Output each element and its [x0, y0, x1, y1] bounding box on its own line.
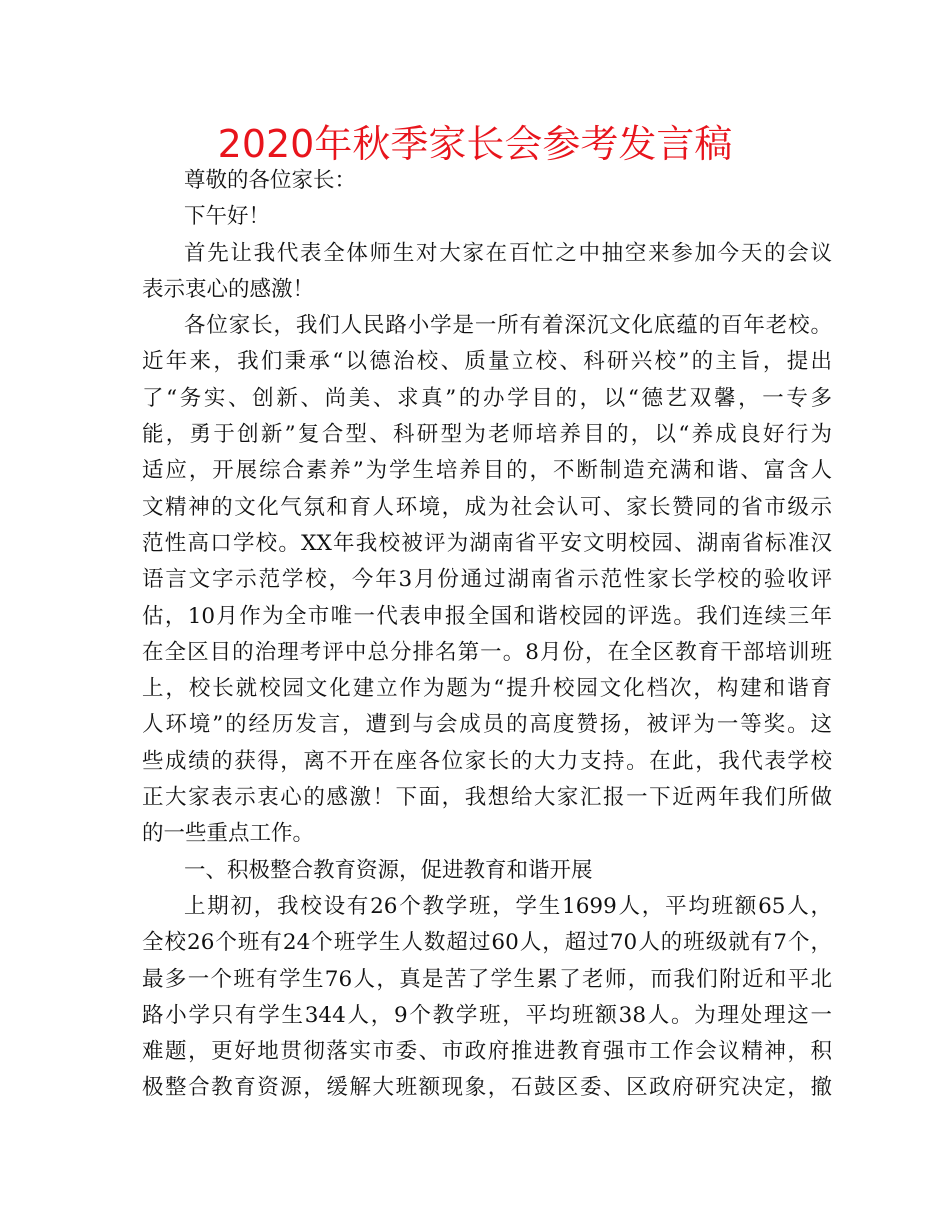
paragraph-line: 文精神的文化气氛和育人环境，成为社会认可、家长赞同的省市级示 [142, 494, 832, 520]
paragraph-line: 的一些重点工作。 [142, 821, 315, 847]
paragraph-line: 极整合教育资源，缓解大班额现象，石鼓区委、区政府研究决定，撤 [142, 1075, 832, 1101]
paragraph-line: 最多一个班有学生76人，真是苦了学生累了老师，而我们附近和平北 [142, 966, 832, 992]
paragraph-line: 估，10月作为全市唯一代表申报全国和谐校园的评选。我们连续三年 [142, 603, 832, 629]
paragraph-line: 人环境”的经历发言，遭到与会成员的高度赞扬，被评为一等奖。这 [142, 712, 832, 738]
salutation-line: 尊敬的各位家长： [184, 168, 357, 193]
paragraph-line: 正大家表示衷心的感激！下面，我想给大家汇报一下近两年我们所做 [142, 785, 832, 811]
paragraph-line: 各位家长，我们人民路小学是一所有着深沉文化底蕴的百年老校。 [184, 313, 832, 339]
paragraph-line: 些成绩的获得，离不开在座各位家长的大力支持。在此，我代表学校 [142, 748, 832, 774]
paragraph-line: 了“务实、创新、尚美、求真”的办学目的，以“德艺双馨，一专多 [142, 385, 832, 411]
paragraph-line: 首先让我代表全体师生对大家在百忙之中抽空来参加今天的会议 [184, 240, 832, 266]
paragraph-line: 在全区目的治理考评中总分排名第一。8月份，在全区教育干部培训班 [142, 639, 832, 665]
paragraph-line: 范性高口学校。XX年我校被评为湖南省平安文明校园、湖南省标准汉 [142, 530, 832, 556]
paragraph-line: 难题，更好地贯彻落实市委、市政府推进教育强市工作会议精神，积 [142, 1039, 832, 1065]
paragraph-line: 上期初，我校设有26个教学班，学生1699人，平均班额65人， [184, 893, 832, 919]
paragraph-line: 语言文字示范学校，今年3月份通过湖南省示范性家长学校的验收评 [142, 567, 832, 593]
document-title: 2020年秋季家长会参考发言稿 [217, 122, 733, 166]
paragraph-line: 路小学只有学生344人，9个教学班，平均班额38人。为理处理这一 [142, 1002, 832, 1028]
paragraph-line: 适应，开展综合素养”为学生培养目的，不断制造充满和谐、富含人 [142, 458, 832, 484]
paragraph-line: 表示衷心的感激！ [142, 276, 315, 302]
paragraph-line: 全校26个班有24个班学生人数超过60人，超过70人的班级就有7个， [142, 930, 832, 956]
document-body [142, 163, 832, 1107]
paragraph-line: 上，校长就校园文化建立作为题为“提升校园文化档次，构建和谐育 [142, 676, 832, 702]
greeting-line: 下午好！ [184, 204, 271, 230]
section-heading: 一、积极整合教育资源，促进教育和谐开展 [184, 857, 593, 883]
paragraph-line: 能，勇于创新”复合型、科研型为老师培养目的，以“养成良好行为 [142, 422, 832, 448]
paragraph-line: 近年来，我们秉承“以德治校、质量立校、科研兴校”的主旨，提出 [142, 349, 832, 375]
